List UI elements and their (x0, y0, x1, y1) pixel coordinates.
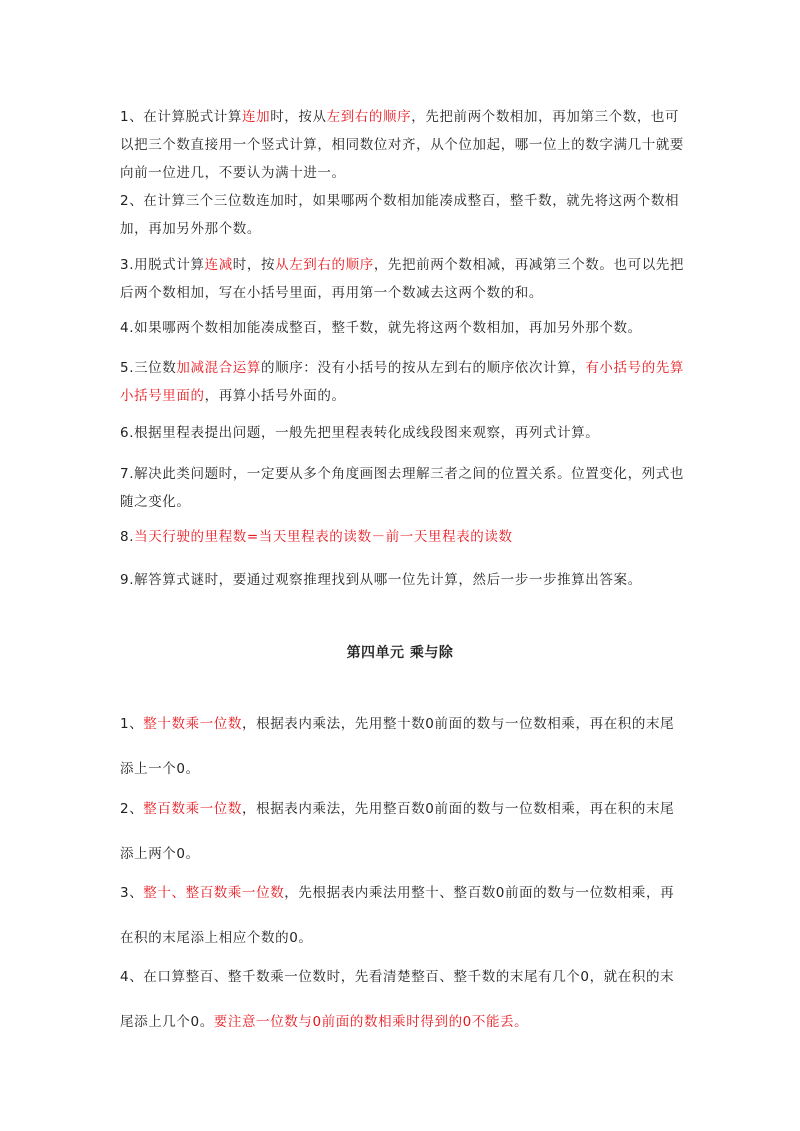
body-text: 6.根据里程表提出问题，一般先把里程表转化成线段图来观察，再列式计算。 (120, 425, 600, 441)
highlighted-text: 从左到右的顺序 (275, 257, 374, 273)
body-text: 5.三位数 (120, 360, 177, 376)
highlighted-text: 整十、整百数乘一位数 (143, 885, 285, 901)
body-text: ，先把前两个数相减，再减第三个数。也可以先把后两个数相加，写在小括号里面，再用第一个数减去这两个数的和。 (120, 257, 685, 301)
highlighted-text: 加减混合运算 (176, 360, 261, 376)
unit4-paragraph-1 (120, 702, 685, 792)
body-text: 1、在计算脱式计算 (120, 109, 242, 125)
body-text: ，先根据表内乘法用整十、整百数0前面的数与一位数相乘，再在积的末尾添上相应个数的0。 (120, 885, 675, 946)
rule-paragraph-3 (120, 251, 685, 307)
rule-paragraph-8 (120, 523, 685, 551)
rule-paragraph-9 (120, 566, 685, 594)
highlighted-text: 整百数乘一位数 (143, 801, 242, 817)
highlighted-text: 连减 (204, 257, 233, 273)
rule-paragraph-7 (120, 460, 685, 516)
unit4-paragraph-2 (120, 787, 685, 877)
body-text: ，根据表内乘法，先用整百数0前面的数与一位数相乘，再在积的末尾添上两个0。 (120, 801, 675, 862)
body-text: 2、在计算三个三位数连加时，如果哪两个数相加能凑成整百，整千数，就先将这两个数相加，再加另外那个数。 (120, 193, 680, 237)
highlighted-text: 当天行驶的里程数=当天里程表的读数－前一天里程表的读数 (134, 529, 513, 545)
highlighted-text: 要注意一位数与0前面的数相乘时得到的0不能丢。 (213, 1014, 529, 1030)
rule-paragraph-1 (120, 103, 685, 187)
body-text: 8. (120, 529, 135, 545)
highlighted-text: 有小括号的先算小括号里面的 (120, 360, 685, 404)
body-text: 3.用脱式计算 (120, 257, 205, 273)
body-text: 2、 (120, 801, 144, 817)
body-text: 1、 (120, 716, 144, 732)
body-text: 时，按 (232, 257, 276, 273)
body-text: 4.如果哪两个数相加能凑成整百，整千数，就先将这两个数相加，再加另外那个数。 (120, 320, 642, 336)
rule-paragraph-6 (120, 419, 685, 447)
rule-paragraph-2 (120, 187, 685, 243)
body-text: 4、在口算整百、整千数乘一位数时，先看清楚整百、整千数的末尾有几个0，就在积的末尾添上几个0。 (120, 969, 675, 1030)
unit-heading: 第四单元 乘与除 (346, 645, 454, 661)
body-text: ，再算小括号外面的。 (204, 388, 346, 404)
highlighted-text: 左到右的顺序 (326, 109, 412, 125)
highlighted-text: 整十数乘一位数 (143, 716, 242, 732)
body-text: ，根据表内乘法，先用整十数0前面的数与一位数相乘，再在积的末尾添上一个0。 (120, 716, 675, 777)
rule-paragraph-4 (120, 314, 685, 342)
unit4-paragraph-3 (120, 871, 685, 961)
body-text: 的顺序：没有小括号的按从左到右的顺序依次计算， (261, 360, 586, 376)
body-text: ，先把前两个数相加，再加第三个数，也可以把三个数直接用一个竖式计算，相同数位对齐，从个位加起，哪一位上的数字满几十就要向前一位进几，不要认为满十进一。 (120, 109, 684, 181)
body-text: 9.解答算式谜时，要通过观察推理找到从哪一位先计算，然后一步一步推算出答案。 (120, 572, 642, 588)
unit4-paragraph-4 (120, 955, 685, 1045)
body-text: 3、 (120, 885, 144, 901)
body-text: 7.解决此类问题时，一定要从多个角度画图去理解三者之间的位置关系。位置变化，列式也随之变化。 (120, 466, 684, 510)
highlighted-text: 连加 (242, 109, 271, 125)
body-text: 时，按从 (270, 109, 327, 125)
rule-paragraph-5 (120, 354, 685, 410)
